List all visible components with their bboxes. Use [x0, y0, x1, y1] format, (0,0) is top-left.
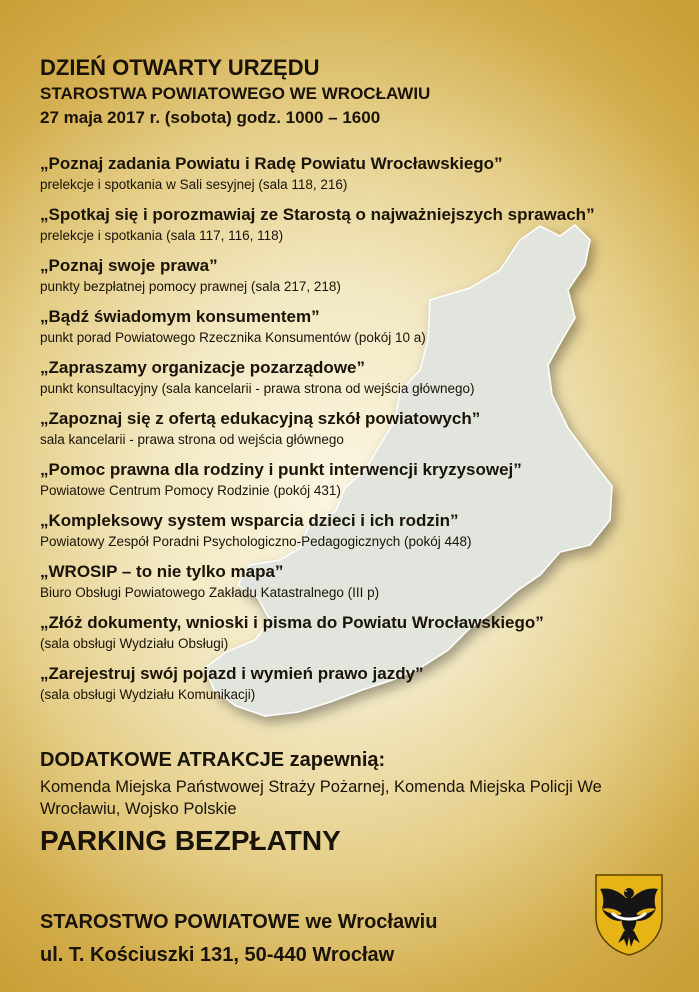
program-item-description: prelekcje i spotkania (sala 117, 116, 118) — [40, 228, 284, 243]
program-item-title: „Pomoc prawna dla rodziny i punkt interwencji kryzysowej” — [40, 460, 522, 479]
program-item-description: sala kancelarii - prawa strona od wejścia głównego — [40, 432, 344, 447]
program-list — [40, 153, 670, 714]
program-item-title: „Poznaj swoje prawa” — [40, 256, 218, 275]
program-item — [40, 204, 670, 245]
program-item-title: „WROSIP – to nie tylko mapa” — [40, 562, 284, 581]
program-item — [40, 663, 670, 704]
program-item — [40, 612, 670, 653]
program-item-title: „Spotkaj się i porozmawiaj ze Starostą o najważniejszych sprawach” — [40, 205, 595, 224]
program-item-title: „Zapoznaj się z ofertą edukacyjną szkół powiatowych” — [40, 409, 481, 428]
program-item-description: Biuro Obsługi Powiatowego Zakładu Katastralnego (III p) — [40, 585, 380, 600]
program-item-description: Powiatowy Zespół Poradni Psychologiczno-Pedagogicznych (pokój 448) — [40, 534, 472, 549]
extras-text: Komenda Miejska Państwowej Straży Pożarnej, Komenda Miejska Policji We Wrocławiu, Wojsko Polskie — [40, 778, 602, 818]
program-item-description: punkt konsultacyjny (sala kancelarii - prawa strona od wejścia głównego) — [40, 381, 475, 396]
program-item-description: (sala obsługi Wydziału Komunikacji) — [40, 687, 256, 702]
program-item-description: prelekcje i spotkania w Sali sesyjnej (sala 118, 216) — [40, 177, 348, 192]
program-item — [40, 459, 670, 500]
program-item-title: „Poznaj zadania Powiatu i Radę Powiatu Wrocławskiego” — [40, 154, 503, 173]
program-item-description: Powiatowe Centrum Pomocy Rodzinie (pokój 431) — [40, 483, 341, 498]
parking-notice: PARKING BEZPŁATNY — [40, 825, 341, 856]
footer-organization: STAROSTWO POWIATOWE we Wrocławiu — [40, 911, 438, 933]
page-subtitle: STAROSTWA POWIATOWEGO WE WROCŁAWIU — [40, 84, 431, 103]
program-item-title: „Złóż dokumenty, wnioski i pisma do Powiatu Wrocławskiego” — [40, 613, 544, 632]
program-item — [40, 255, 670, 296]
extras-heading: DODATKOWE ATRAKCJE zapewnią: — [40, 749, 386, 771]
program-item-title: „Bądź świadomym konsumentem” — [40, 307, 320, 326]
program-item — [40, 561, 670, 602]
page-title: DZIEŃ OTWARTY URZĘDU — [40, 55, 320, 80]
footer-address: ul. T. Kościuszki 131, 50-440 Wrocław — [40, 944, 395, 966]
program-item-description: punkt porad Powiatowego Rzecznika Konsumentów (pokój 10 a) — [40, 330, 426, 345]
program-item — [40, 510, 670, 551]
program-item — [40, 408, 670, 449]
program-item — [40, 153, 670, 194]
program-item — [40, 357, 670, 398]
program-item-description: punkty bezpłatnej pomocy prawnej (sala 217, 218) — [40, 279, 341, 294]
program-item-title: „Kompleksowy system wsparcia dzieci i ich rodzin” — [40, 511, 459, 530]
coat-of-arms-icon — [594, 873, 664, 957]
program-item-title: „Zarejestruj swój pojazd i wymień prawo jazdy” — [40, 664, 424, 683]
program-item — [40, 306, 670, 347]
program-item-description: (sala obsługi Wydziału Obsługi) — [40, 636, 229, 651]
program-item-title: „Zapraszamy organizacje pozarządowe” — [40, 358, 365, 377]
event-date: 27 maja 2017 r. (sobota) godz. 1000 – 1600 — [40, 108, 381, 127]
